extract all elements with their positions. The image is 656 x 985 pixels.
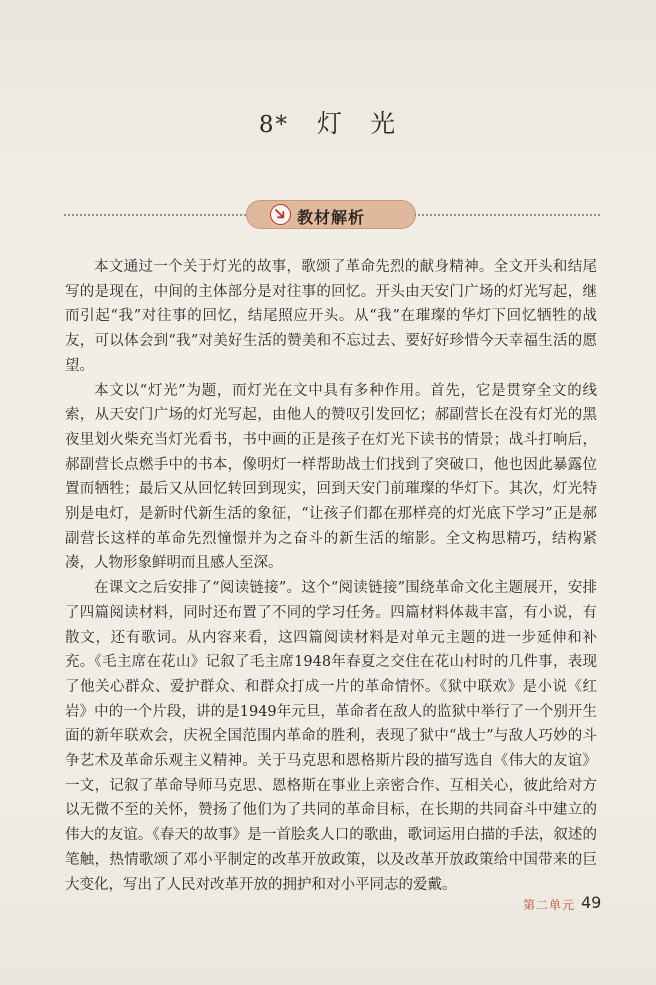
analysis-text [65,255,597,897]
lesson-title [0,104,656,140]
paragraph-1: 本文通过一个关于灯光的故事，歌颂了革命先烈的献身精神。全文开头和结尾写的是现在，中间的主体部分是对往事的回忆。开头由天安门广场的灯光写起，继而引起“我”对往事的回忆，结尾照应开头。从“我”在璀璨的华灯下回忆牺牲的战友，可以体会到“我”对美好生活的赞美和不忘过去、要好好珍惜今天幸福生活的愿望。 [65,259,597,374]
section-badge [246,200,416,229]
section-header [64,199,600,231]
footer-unit-label: 第二单元 [523,898,576,912]
dotted-divider-right [414,214,600,216]
arrow-circle-icon [270,204,291,225]
lesson-title-char-1: 灯 [317,109,345,138]
paragraph-3: 在课文之后安排了“阅读链接”。这个“阅读链接”围绕革命文化主题展开，安排了四篇阅读材料，同时还布置了不同的学习任务。四篇材料体裁丰富，有小说，有散文，还有歌词。从内容来看，这四篇阅读材料是对单元主题的进一步延伸和补充。《毛主席在花山》记叙了毛主席1948年春夏之交住在花山村时的几件事，表现了他关心群众、爱护群众、和群众打成一片的革命情怀。《狱中联欢》是小说《红岩》中的一个片段，讲的是1949年元旦，革命者在敌人的监狱中举行了一个别开生面的新年联欢会，庆祝全国范围内革命的胜利，表现了狱中“战士”与敌人巧妙的斗争艺术及革命乐观主义精神。关于马克思和恩格斯片段的描写选自《伟大的友谊》一文，记叙了革命导师马克思、恩格斯在事业上亲密合作、互相关心，彼此给对方以无微不至的关怀，赞扬了他们为了共同的革命目标，在长期的共同奋斗中建立的伟大的友谊。《春天的故事》是一首脍炙人口的歌曲，歌词运用白描的手法，叙述的笔触，热情歌颂了邓小平制定的改革开放政策，以及改革开放政策给中国带来的巨大变化，写出了人民对改革开放的拥护和对小平同志的爱戴。 [65,580,597,893]
lesson-number: 8* [258,112,290,138]
section-title: 教材解析 [297,208,366,227]
dotted-divider-left [64,214,250,216]
paragraph-2: 本文以“灯光”为题，而灯光在文中具有多种作用。首先，它是贯穿全文的线索，从天安门广场的灯光写起，由他人的赞叹引发回忆；郝副营长在没有灯光的黑夜里划火柴充当灯光看书，书中画的正是孩子在灯光下读书的情景；战斗打响后，郝副营长点燃手中的书本，像明灯一样帮助战士们找到了突破口，他也因此暴露位置而牺牲；最后又从回忆转回到现实，回到天安门前璀璨的华灯下。其次，灯光特别是电灯，是新时代新生活的象征，“让孩子们都在那样亮的灯光底下学习”正是郝副营长这样的革命先烈憧憬并为之奋斗的新生活的缩影。全文构思精巧，结构紧凑，人物形象鲜明而且感人至深。 [65,382,597,572]
page-number: 49 [581,893,602,912]
lesson-title-char-2: 光 [370,109,398,138]
